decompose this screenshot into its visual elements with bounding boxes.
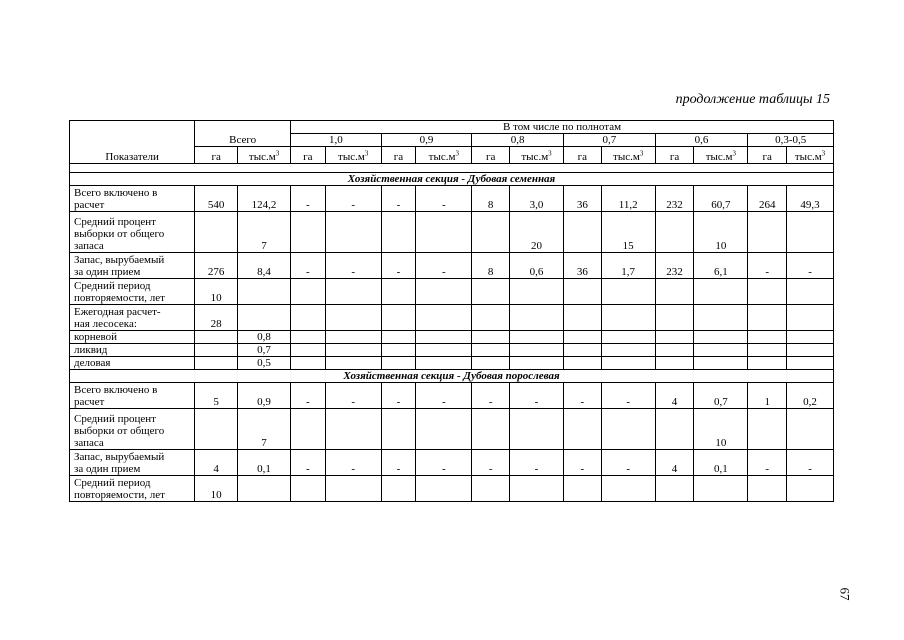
table-cell [564,476,602,502]
table-cell [472,357,510,370]
table-cell: - [291,253,326,279]
table-cell: - [381,383,416,409]
table-cell [238,279,291,305]
table-cell [510,344,564,357]
header-unit-volume [601,147,655,164]
row-label-line: Средний процент [74,216,156,228]
table-cell [694,279,748,305]
table-cell [381,344,416,357]
table-cell [416,357,472,370]
row-label [70,383,195,409]
table-cell [601,279,655,305]
table-cell [238,476,291,502]
table-cell: 1 [748,383,787,409]
table-cell: 10 [195,476,238,502]
table-cell [510,305,564,331]
table-cell [787,476,834,502]
header-unit-ha: га [381,147,416,164]
header-density: 0,8 [472,134,564,147]
table-cell: - [748,450,787,476]
table-cell [291,279,326,305]
row-label-line: расчет [74,396,105,408]
table-cell: - [291,450,326,476]
table-row [70,253,834,279]
table-cell [748,344,787,357]
table-cell [601,357,655,370]
table-cell [381,357,416,370]
table-cell: 8 [472,253,510,279]
row-label-line: ликвид [74,344,108,356]
header-including: В том числе по полнотам [291,121,834,134]
row-label [70,186,195,212]
table-cell [748,409,787,450]
unit-volume-superscript: 3 [821,149,826,158]
table-cell [655,212,694,253]
table-cell [291,331,326,344]
table-row [70,279,834,305]
header-density: 1,0 [291,134,382,147]
table-cell: 36 [564,186,602,212]
table-cell [325,279,381,305]
table-row [70,357,834,370]
table-cell [238,305,291,331]
unit-volume-superscript: 3 [639,149,644,158]
unit-volume-superscript: 3 [455,149,459,158]
row-label-line: Всего включено в [74,187,158,199]
header-unit-ha: га [291,147,326,164]
table-cell [416,409,472,450]
table-cell [416,344,472,357]
table-cell: 49,3 [787,186,834,212]
row-label-line: запаса [74,437,104,449]
table-cell [472,476,510,502]
table-cell: - [325,450,381,476]
table-cell [655,279,694,305]
table-cell [416,212,472,253]
table-caption: продолжение таблицы 15 [675,92,830,107]
table-cell [291,476,326,502]
table-cell: - [472,450,510,476]
table-cell: 0,7 [694,383,748,409]
table-cell: 60,7 [694,186,748,212]
table-cell [655,357,694,370]
row-label-line: Средний период [74,280,151,292]
row-label-line: Запас, вырубаемый [74,451,165,463]
row-label-line: деловая [74,357,111,369]
table-cell [472,331,510,344]
table-cell: 0,8 [238,331,291,344]
table-row [70,305,834,331]
table-cell [291,344,326,357]
unit-volume-text: тыс.м [338,151,365,163]
table-cell: 4 [195,450,238,476]
header-unit-ha: га [564,147,602,164]
row-label-line: Средний период [74,477,151,489]
table-cell [787,357,834,370]
table-cell [748,357,787,370]
table-cell: 4 [655,383,694,409]
table-cell [564,331,602,344]
table-row [70,476,834,502]
table-cell: - [416,253,472,279]
header-density: 0,6 [655,134,748,147]
table-cell [655,305,694,331]
header-density: 0,9 [381,134,472,147]
row-label-line: за один прием [74,463,141,475]
table-cell: - [748,253,787,279]
table-cell [748,212,787,253]
table-cell [787,305,834,331]
table-cell [416,476,472,502]
table-cell [195,409,238,450]
table-cell: 276 [195,253,238,279]
table-cell: 7 [238,212,291,253]
row-label-line: Ежегодная расчет- [74,306,161,318]
row-label-line: расчет [74,199,105,211]
unit-volume-superscript: 3 [275,149,280,158]
table-cell [787,344,834,357]
table-row [70,409,834,450]
table-cell: - [564,450,602,476]
table-cell [381,279,416,305]
table-cell [472,409,510,450]
header-unit-volume [325,147,381,164]
table-cell: - [381,450,416,476]
table-cell [564,212,602,253]
table-cell: - [416,383,472,409]
table-cell: - [416,186,472,212]
table-cell: 20 [510,212,564,253]
table-row [70,212,834,253]
table-cell [564,279,602,305]
table-cell: - [416,450,472,476]
table-cell [291,212,326,253]
table-cell [694,344,748,357]
table-cell [748,305,787,331]
row-label-line: выборки от общего [74,228,165,240]
table-cell [748,331,787,344]
table-cell [564,409,602,450]
header-unit-ha: га [655,147,694,164]
table-cell: - [291,383,326,409]
unit-volume-text: тыс.м [248,151,276,163]
table-cell: 15 [601,212,655,253]
row-label [70,476,195,502]
unit-volume-text: тыс.м [794,151,822,163]
table-cell [381,409,416,450]
table-cell [787,409,834,450]
unit-volume-superscript: 3 [548,149,552,158]
table-cell: 0,1 [238,450,291,476]
row-label-line: ная лесосека: [74,318,137,330]
table-cell: 8,4 [238,253,291,279]
unit-volume-text: тыс.м [428,151,456,163]
table-cell [325,344,381,357]
table-cell: - [291,186,326,212]
header-density: 0,3-0,5 [748,134,834,147]
table-cell [195,357,238,370]
row-label-line: корневой [74,331,118,343]
row-label [70,357,195,370]
table-cell: 8 [472,186,510,212]
table-cell [655,409,694,450]
table-cell [325,212,381,253]
row-label [70,253,195,279]
table-cell [325,409,381,450]
table-cell [655,476,694,502]
table-cell [655,344,694,357]
unit-volume-superscript: 3 [732,149,737,158]
table-cell [472,305,510,331]
table-cell: 11,2 [601,186,655,212]
row-label [70,344,195,357]
row-label-line: выборки от общего [74,425,165,437]
spacer-row [70,164,834,173]
table-cell [510,409,564,450]
table-cell [416,279,472,305]
table-cell: - [601,383,655,409]
section-title: Хозяйственная секция - Дубовая семенная [70,173,834,186]
header-unit-ha: га [472,147,510,164]
table-cell [748,279,787,305]
table-cell: - [510,383,564,409]
row-label-line: Запас, вырубаемый [74,254,165,266]
table-cell [564,357,602,370]
table-cell [564,344,602,357]
table-cell [510,357,564,370]
row-label-line: Средний процент [74,413,156,425]
data-table [69,120,834,502]
header-unit-volume [694,147,748,164]
table-cell: - [325,186,381,212]
header-unit-ha: га [748,147,787,164]
row-label [70,331,195,344]
table-cell [510,279,564,305]
table-cell [416,305,472,331]
table-cell: - [381,186,416,212]
table-cell [694,476,748,502]
table-cell: 264 [748,186,787,212]
table-cell [694,357,748,370]
table-cell: 36 [564,253,602,279]
header-unit-volume [238,147,291,164]
table-cell: 0,9 [238,383,291,409]
table-cell [748,476,787,502]
unit-volume-text: тыс.м [705,151,733,163]
table-cell [381,212,416,253]
table-cell [381,305,416,331]
table-cell: 28 [195,305,238,331]
unit-volume-superscript: 3 [364,149,369,158]
table-cell [601,305,655,331]
table-cell: 1,7 [601,253,655,279]
table-cell: - [510,450,564,476]
row-label [70,305,195,331]
table-cell [325,357,381,370]
table-cell: - [601,450,655,476]
table-cell: 232 [655,186,694,212]
table-cell: - [381,253,416,279]
table-cell: 10 [694,409,748,450]
table-cell [655,331,694,344]
table-cell [601,409,655,450]
table-cell [472,279,510,305]
row-label [70,279,195,305]
header-unit-volume [787,147,834,164]
table-cell: 0,6 [510,253,564,279]
table-cell: - [472,383,510,409]
table-cell: 4 [655,450,694,476]
table-cell: 10 [694,212,748,253]
table-cell [787,279,834,305]
unit-volume-text: тыс.м [521,151,549,163]
header-density: 0,7 [564,134,656,147]
row-label-line: повторяемости, лет [74,489,165,501]
header-unit-volume [416,147,472,164]
table-cell: 3,0 [510,186,564,212]
table-cell [601,331,655,344]
table-cell [195,344,238,357]
table-cell: 6,1 [694,253,748,279]
row-label-line: за один прием [74,266,141,278]
table-cell [601,344,655,357]
header-indicators: Показатели [70,121,195,164]
table-cell [472,212,510,253]
table-row [70,344,834,357]
table-cell [601,476,655,502]
table-cell: - [787,253,834,279]
table-cell [195,331,238,344]
table-cell [325,331,381,344]
header-unit-volume [510,147,564,164]
row-label-line: запаса [74,240,104,252]
table-cell: 5 [195,383,238,409]
table-cell: - [325,253,381,279]
table-row [70,186,834,212]
row-label [70,212,195,253]
table-cell [195,212,238,253]
table-cell [291,305,326,331]
table-cell: 0,7 [238,344,291,357]
row-label [70,450,195,476]
unit-volume-text: тыс.м [613,151,640,163]
table-cell [694,331,748,344]
table-cell: 540 [195,186,238,212]
table-cell [694,305,748,331]
table-cell [325,476,381,502]
row-label-line: Всего включено в [74,384,158,396]
table-cell: - [787,450,834,476]
table-row [70,450,834,476]
table-cell: - [325,383,381,409]
table-cell: 232 [655,253,694,279]
table-cell [381,331,416,344]
table-cell [416,331,472,344]
table-cell: 0,1 [694,450,748,476]
table-cell [472,344,510,357]
row-label-line: повторяемости, лет [74,292,165,304]
table-cell: 7 [238,409,291,450]
table-cell [291,409,326,450]
table-cell [510,476,564,502]
table-cell [381,476,416,502]
row-label [70,409,195,450]
table-cell: 10 [195,279,238,305]
table-cell [291,357,326,370]
section-title: Хозяйственная секция - Дубовая порослевая [70,370,834,383]
table-cell: 0,2 [787,383,834,409]
table-cell [325,305,381,331]
table-cell: 0,5 [238,357,291,370]
table-row [70,331,834,344]
table-cell: 124,2 [238,186,291,212]
table-cell [564,305,602,331]
table-cell [787,212,834,253]
table-row [70,383,834,409]
header-total: Всего [195,121,291,147]
page-number: 67 [837,587,853,601]
table-cell [510,331,564,344]
header-unit-ha: га [195,147,238,164]
table-cell [787,331,834,344]
table-cell: - [564,383,602,409]
